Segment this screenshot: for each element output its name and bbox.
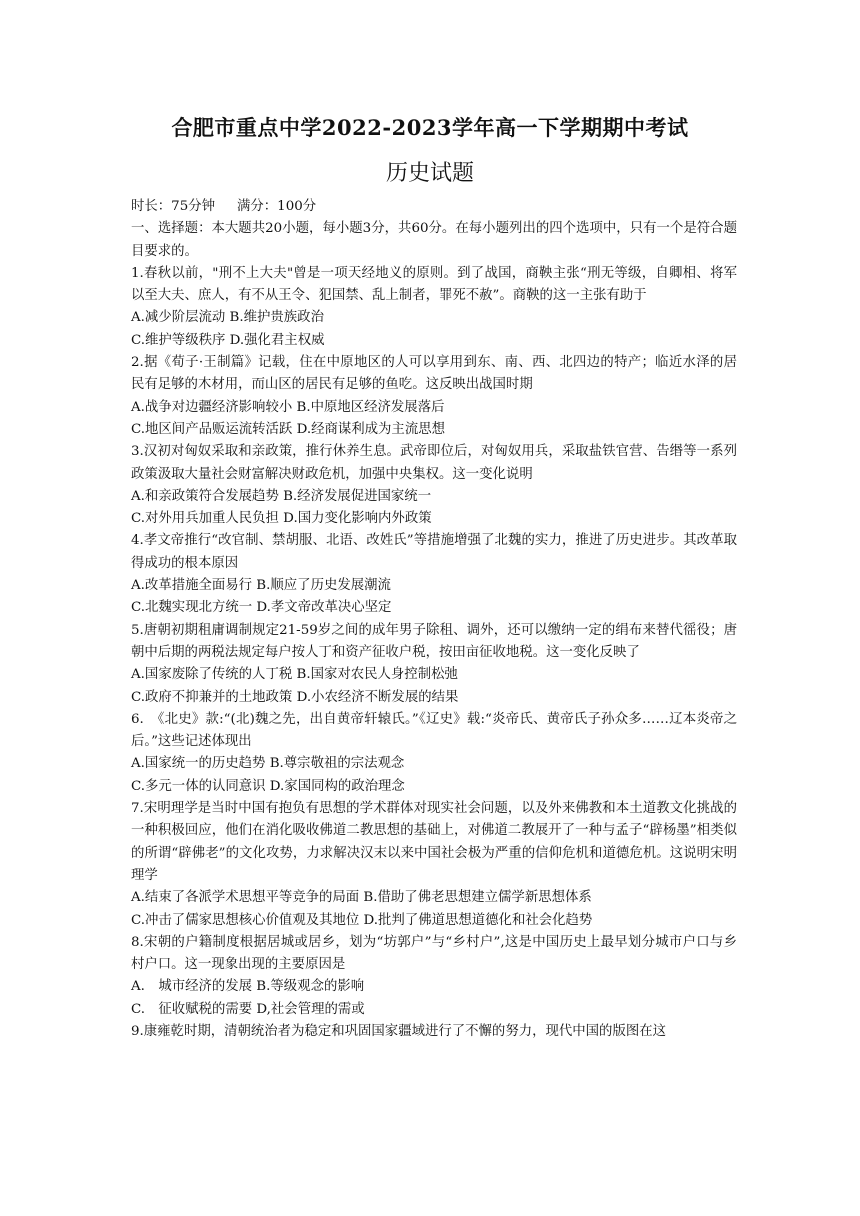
question-8 [131, 932, 737, 1021]
question-stem: 4.孝文帝推行“改官制、禁胡服、北语、改姓氏”等措施增强了北魏的实力，推进了历史进步。其改革取得成功的根本原因 [131, 533, 737, 571]
question-3 [131, 441, 737, 530]
question-option-row: C.地区间产品贩运流转活跃 D.经商谋利成为主流思想 [131, 421, 445, 437]
question-6 [131, 709, 737, 798]
exam-content [131, 196, 737, 1043]
question-option-row: A.国家统一的历史趋势 B.尊宗敬祖的宗法观念 [131, 756, 405, 772]
question-option-row: A.结束了各派学术思想平等竞争的局面 B.借助了佛老思想建立儒学新思想体系 [131, 890, 592, 906]
question-option-row: A.国家废除了传统的人丁税 B.国家对农民人身控制松弛 [131, 667, 458, 683]
question-9 [131, 1021, 737, 1043]
question-option-row: C.维护等级秩序 D.强化君主权威 [131, 332, 325, 348]
question-stem: 8.宋朝的户籍制度根据居城或居乡，划为“坊郭户”与“乡村户”,这是中国历史上最早划分城市户口与乡村户口。这一现象出现的主要原因是 [131, 934, 737, 973]
question-stem: 5.唐朝初期租庸调制规定21-59岁之间的成年男子除租、调外，还可以缴纳一定的绢布来替代徭役；唐朝中后期的两税法规定每户按人丁和资产征收户税，按田亩征收地税。这一变化反映了 [131, 622, 737, 660]
question-stem: 1.春秋以前，"刑不上大夫"曾是一项天经地义的原则。到了战国，商鞅主张“刑无等级，自卿相、将军以至大夫、庶人，有不从王令、犯国禁、乱上制者，罪死不赦”。商鞅的这一主张有助于 [131, 265, 737, 304]
question-stem: 7.宋明理学是当时中国有抱负有思想的学术群体对现实社会问题，以及外来佛教和本土道教文化挑战的一种积极回应，他们在消化吸收佛道二教思想的基础上，对佛道二教展开了一种与孟子“辟杨墨”相类似的所谓“辟佛老”的文化攻势，力求解决汉末以来中国社会极为严重的信仰危机和道德危机。这说明宋明理学 [131, 801, 737, 883]
question-list [131, 263, 737, 1043]
question-option-row: C.对外用兵加重人民负担 D.国力变化影响内外政策 [131, 511, 432, 527]
section-intro: 一、选择题：本大题共20小题，每小题3分，共60分。在每小题列出的四个选项中，只有一个是符合题目要求的。 [131, 221, 737, 259]
question-option-row: C.多元一体的认同意识 D.家国同构的政治理念 [131, 778, 405, 794]
question-stem: 6. 《北史》款:“(北)魏之先，出自黄帝轩辕氏。”《辽史》载:“炎帝氏、黄帝氏子孙众多……辽本炎帝之后。”这些记述体现出 [131, 711, 737, 750]
question-option-row: A.战争对边疆经济影响较小 B.中原地区经济发展落后 [131, 399, 445, 415]
question-option-row: A.减少阶层流动 B.维护贵族政治 [131, 310, 324, 326]
question-2 [131, 352, 737, 441]
question-4 [131, 530, 737, 619]
question-stem: 9.康雍乾时期，清朝统治者为稳定和巩固国家疆域进行了不懈的努力，现代中国的版图在这 [131, 1023, 667, 1039]
question-option-row: A.改革措施全面易行 B.顺应了历史发展潮流 [131, 578, 391, 594]
question-stem: 3.汉初对匈奴采取和亲政策，推行休养生息。武帝即位后，对匈奴用兵，采取盐铁官营、告缗等一系列政策汲取大量社会财富解决财政危机，加强中央集权。这一变化说明 [131, 444, 737, 482]
exam-meta [131, 196, 737, 218]
question-1 [131, 263, 737, 352]
question-option-row: C.冲击了儒家思想核心价值观及其地位 D.批判了佛道思想道德化和社会化趋势 [131, 912, 593, 928]
question-option-row: A.和亲政策符合发展趋势 B.经济发展促进国家统一 [131, 488, 432, 504]
question-option-row: A. 城市经济的发展 B.等级观念的影响 [131, 979, 365, 995]
question-5 [131, 620, 737, 709]
exam-score: 满分：100分 [237, 199, 317, 214]
question-option-row: C.政府不抑兼并的土地政策 D.小农经济不断发展的结果 [131, 689, 459, 705]
question-option-row: C. 征收赋税的需要 D,社会管理的需或 [131, 1001, 365, 1017]
question-7 [131, 798, 737, 932]
question-stem: 2.据《荀子·王制篇》记载，住在中原地区的人可以享用到东、南、西、北四边的特产；临近水泽的居民有足够的木材用，而山区的居民有足够的鱼吃。这反映出战国时期 [131, 355, 737, 393]
question-option-row: C.北魏实现北方统一 D.孝文帝改革决心坚定 [131, 600, 392, 616]
exam-duration: 时长：75分钟 [131, 199, 215, 214]
exam-subtitle: 历史试题 [385, 161, 474, 186]
exam-title: 合肥市重点中学2022-2023学年高一下学期期中考试 [171, 115, 689, 140]
